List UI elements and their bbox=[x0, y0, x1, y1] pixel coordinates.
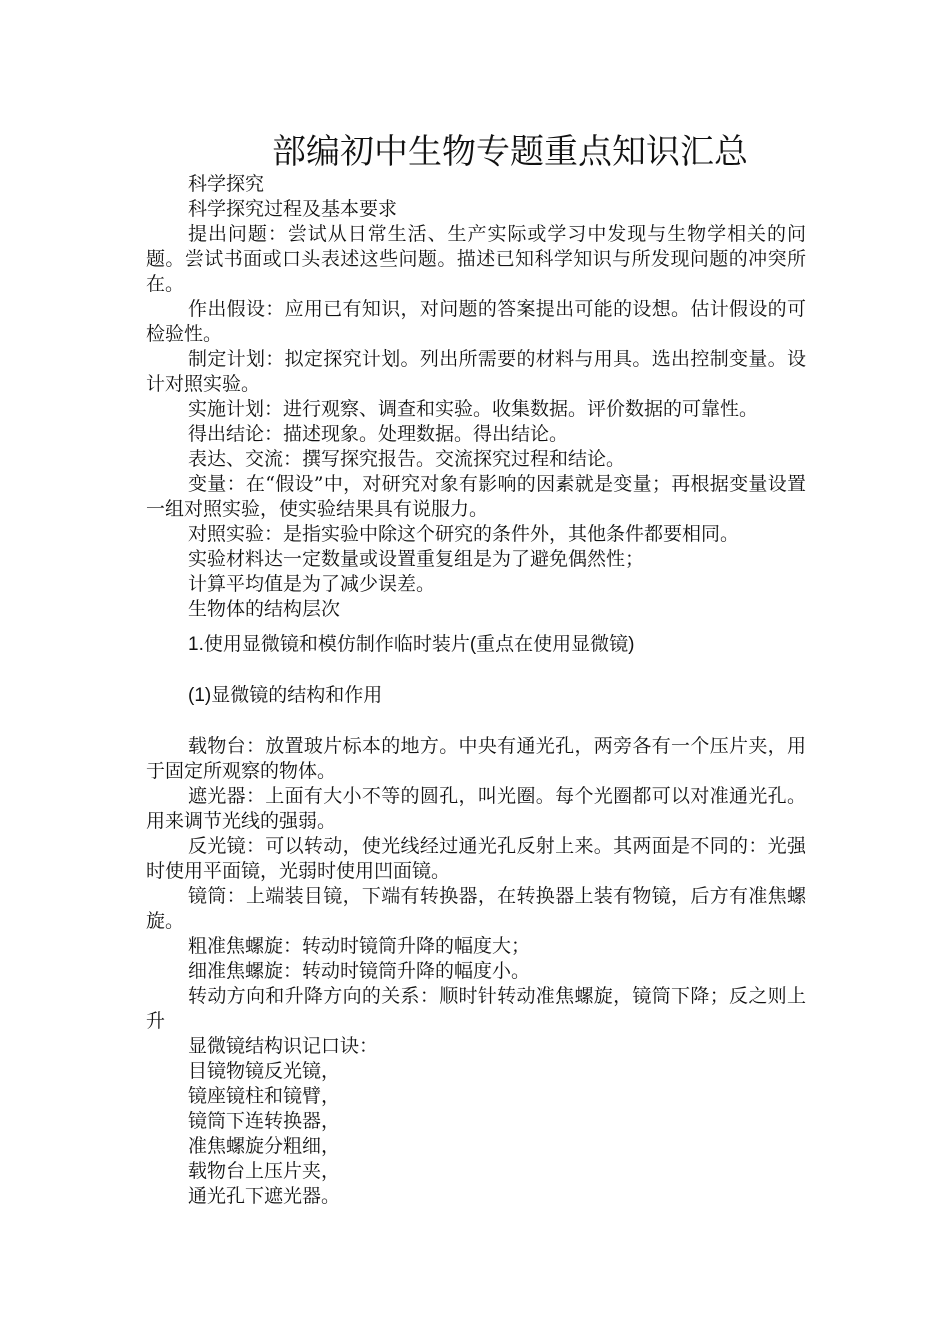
paragraph: 计算平均值是为了减少误差。 bbox=[188, 573, 436, 595]
section-heading: 生物体的结构层次 bbox=[188, 598, 341, 620]
document-body bbox=[146, 172, 806, 1209]
numbered-heading: 1.使用显微镜和模仿制作临时装片(重点在使用显微镜) bbox=[188, 634, 635, 655]
paragraph: 反光镜：可以转动，使光线经过通光孔反射上来。其两面是不同的：光强时使用平面镜，光弱时使用凹面镜。 bbox=[146, 835, 806, 882]
mnemonic-line: 镜座镜柱和镜臂， bbox=[188, 1085, 341, 1107]
paragraph: 实验材料达一定数量或设置重复组是为了避免偶然性； bbox=[188, 548, 645, 570]
numbered-subheading: (1)显微镜的结构和作用 bbox=[188, 685, 383, 706]
paragraph: 表达、交流：撰写探究报告。交流探究过程和结论。 bbox=[188, 448, 626, 470]
mnemonic-line: 镜筒下连转换器， bbox=[188, 1110, 341, 1132]
mnemonic-line: 目镜物镜反光镜， bbox=[188, 1060, 341, 1082]
mnemonic-heading: 显微镜结构识记口诀： bbox=[188, 1035, 379, 1057]
paragraph: 载物台：放置玻片标本的地方。中央有通光孔，两旁各有一个压片夹，用于固定所观察的物体。 bbox=[146, 735, 806, 782]
paragraph: 镜筒：上端装目镜，下端有转换器，在转换器上装有物镜，后方有准焦螺旋。 bbox=[146, 885, 806, 932]
paragraph: 提出问题：尝试从日常生活、生产实际或学习中发现与生物学相关的问题。尝试书面或口头表述这些问题。描述已知科学知识与所发现问题的冲突所在。 bbox=[146, 223, 806, 295]
paragraph: 作出假设：应用已有知识，对问题的答案提出可能的设想。估计假设的可检验性。 bbox=[146, 298, 806, 345]
mnemonic-line: 通光孔下遮光器。 bbox=[188, 1185, 341, 1207]
paragraph: 对照实验：是指实验中除这个研究的条件外，其他条件都要相同。 bbox=[188, 523, 740, 545]
mnemonic-line: 准焦螺旋分粗细， bbox=[188, 1135, 341, 1157]
paragraph: 实施计划：进行观察、调查和实验。收集数据。评价数据的可靠性。 bbox=[188, 398, 759, 420]
paragraph: 得出结论：描述现象。处理数据。得出结论。 bbox=[188, 423, 569, 445]
paragraph: 遮光器：上面有大小不等的圆孔，叫光圈。每个光圈都可以对准通光孔。用来调节光线的强弱。 bbox=[146, 785, 806, 832]
paragraph: 制定计划：拟定探究计划。列出所需要的材料与用具。选出控制变量。设计对照实验。 bbox=[146, 348, 806, 395]
paragraph: 转动方向和升降方向的关系：顺时针转动准焦螺旋，镜筒下降；反之则上升 bbox=[146, 985, 806, 1032]
paragraph: 粗准焦螺旋：转动时镜筒升降的幅度大； bbox=[188, 935, 531, 957]
mnemonic-line: 载物台上压片夹， bbox=[188, 1160, 341, 1182]
section-heading: 科学探究 bbox=[188, 173, 265, 195]
subsection-heading: 科学探究过程及基本要求 bbox=[188, 198, 398, 220]
paragraph: 变量：在“假设”中，对研究对象有影响的因素就是变量；再根据变量设置一组对照实验，使实验结果具有说服力。 bbox=[146, 473, 806, 520]
page-title: 部编初中生物专题重点知识汇总 bbox=[272, 132, 748, 172]
paragraph: 细准焦螺旋：转动时镜筒升降的幅度小。 bbox=[188, 960, 531, 982]
